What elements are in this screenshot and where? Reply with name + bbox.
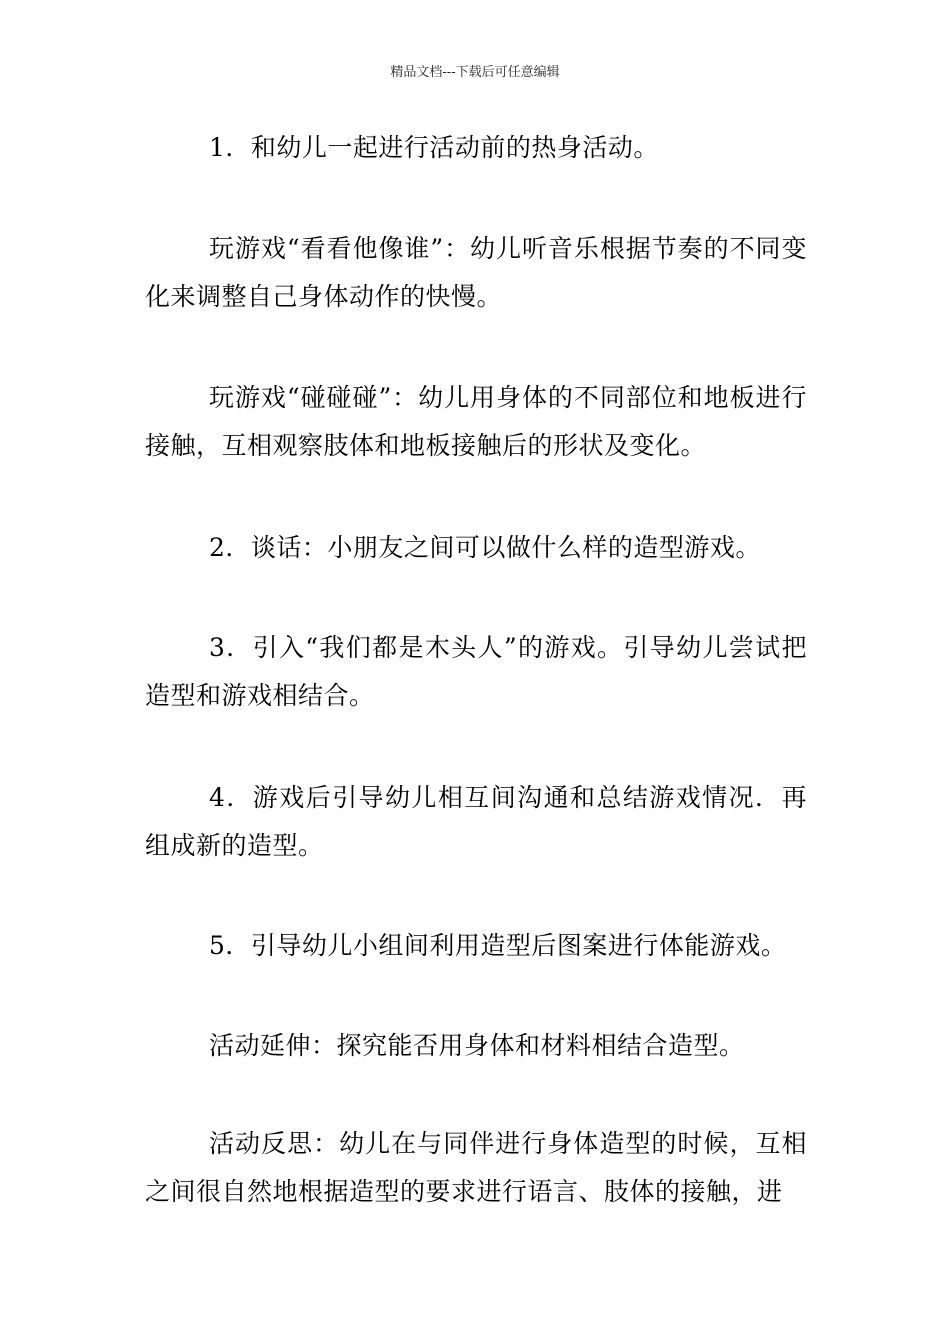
paragraph-step-5: 5．引导幼儿小组间利用造型后图案进行体能游戏。 <box>209 931 787 960</box>
paragraph-step-4: 4．游戏后引导幼儿相互间沟通和总结游戏情况．再组成新的造型。 <box>145 783 807 860</box>
paragraph-game-who: 玩游戏“看看他像谁”：幼儿听音乐根据节奏的不同变化来调整自己身体动作的快慢。 <box>145 234 807 311</box>
paragraph-step-2: 2．谈话：小朋友之间可以做什么样的造型游戏。 <box>209 533 761 562</box>
paragraph-reflection: 活动反思：幼儿在与同伴进行身体造型的时候，互相之间很自然地根据造型的要求进行语言、肢体的接触，进 <box>145 1129 807 1206</box>
paragraph-step-1: 1．和幼儿一起进行活动前的热身活动。 <box>209 133 659 162</box>
page-header: 精品文档---下载后可任意编辑 <box>390 65 560 80</box>
paragraph-extension: 活动延伸：探究能否用身体和材料相结合造型。 <box>209 1031 745 1060</box>
paragraph-step-3: 3．引入“我们都是木头人”的游戏。引导幼儿尝试把造型和游戏相结合。 <box>145 633 807 710</box>
paragraph-game-bump: 玩游戏“碰碰碰”：幼儿用身体的不同部位和地板进行接触，互相观察肢体和地板接触后的形状及变化。 <box>145 383 807 460</box>
